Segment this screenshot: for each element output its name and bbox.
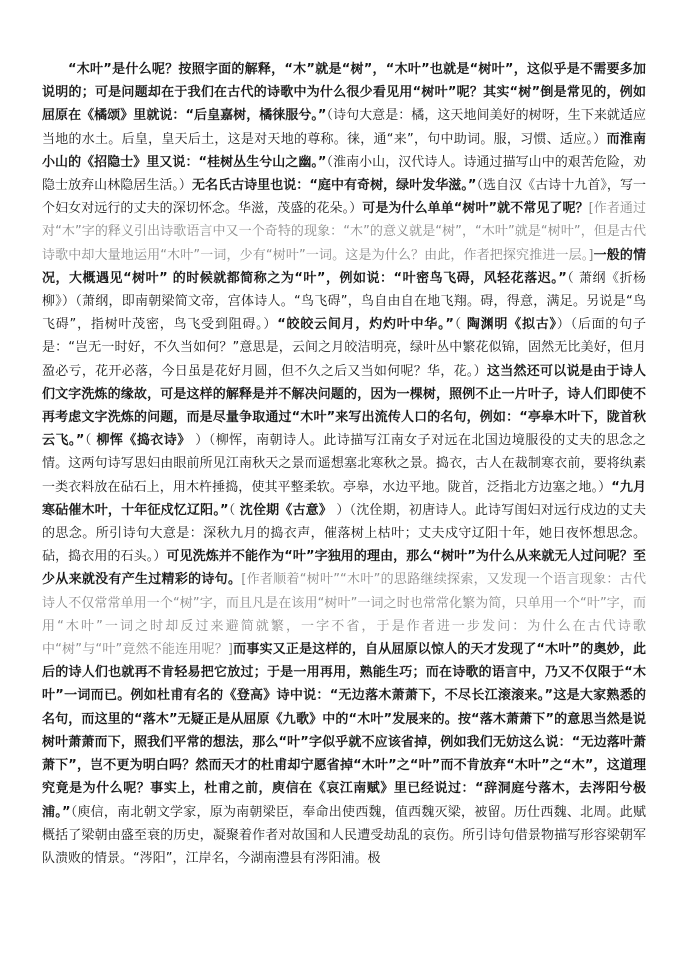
bold-text-run: 陶渊明《拟古》 <box>466 317 557 333</box>
annotation-text-run: （庾信，南北朝文学家，原为南朝梁臣，奉命出使西魏，值西魏灭梁，被留。历仕西魏、北周。此赋概括了梁朝由盛至衰的历史，凝聚着作者对故国和人民遭受劫乱的哀伤。所引诗句借景物描写形容梁朝军队溃败的情景。“涔阳”，江岸名，今湖南澧县有涔阳浦。极 <box>42 804 646 866</box>
bold-text-run: “皎皎云间月，灼灼叶中华。” <box>277 317 454 333</box>
bold-text-run: 而事实又正是这样的，自从屈原以惊人的天才发现了“木叶”的奥妙，此后的诗人们也就再不肯轻易把它放过；于是一用再用，熟能生巧；而在诗歌的语言中，乃又不仅限于“木叶”一词而已。例如杜甫有名的《登高》诗中说：“无边落木萧萧下，不尽长江滚滚来。”这是大家熟悉的名句，而这里的“落木”无疑正是从屈原《九歌》中的“木叶”发展来的。按“落木萧萧下”的意思当然是说树叶萧萧而下，照我们平常的想法，那么“叶”字似乎就不应该省掉，例如我们无妨这么说：“无边落叶萧萧下”，岂不更为明白吗？然而天才的杜甫却宁愿省掉“木叶”之“叶”而不肯放弃“木叶”之“木”，这道理究竟是为什么呢？事实上，杜甫之前，庾信在《哀江南赋》里已经说过：“辞洞庭兮落木，去涔阳兮极浦。” <box>42 642 646 820</box>
bold-text-run: 沈佺期《古意》 <box>239 502 333 518</box>
annotation-text-run: （ <box>84 433 97 449</box>
bold-text-run: 无名氏古诗里也说：“庭中有奇树，绿叶发华滋。” <box>191 178 477 194</box>
annotation-text-run: （ <box>228 502 240 518</box>
annotation-text-run: （淮南小山，汉代诗人。诗通过描写山中的艰苦危险，劝隐士放弃山林隐居生活。） <box>42 154 646 194</box>
bold-text-run: 这当然还可以说是由于诗人们文字洗炼的缘故，可是这样的解释是并不解决问题的，因为一棵树，照例不止一片叶子，诗人们即使不再考虑文字洗炼的问题，而是尽量争取通过“木叶”来写出流传人口的名句，例如：“亭皋木叶下，陇首秋云飞。” <box>42 363 646 449</box>
article-body <box>42 58 646 870</box>
bold-text-run: 柳恽《捣衣诗》 <box>96 433 191 449</box>
annotation-text-run: ）（后面的句子是：“岂无一时好，不久当如何？”意思是，云间之月皎洁明亮，绿叶丛中繁花似锦，固然无比美好，但月盈必亏，花开必落，今日虽是花好月圆，但不久之后又当如何呢？华，花。） <box>42 317 646 379</box>
bold-text-run: “木叶”是什么呢？按照字面的解释，“木”就是“树”，“木叶”也就是“树叶”，这似乎是不需要多加说明的；可是问题却在于我们在古代的诗歌中为什么很少看见用“树叶”呢？其实“树”倒是常见的，例如屈原在《橘颂》里就说：“后皇嘉树，橘徕服兮。” <box>42 62 646 124</box>
editor-note-run: [作者顺着“树叶”“木叶”的思路继续探索，又发现一个语言现象：古代诗人不仅常常单用一个“树”字，而且凡是在该用“树叶”一词之时也常常化繁为简，只单用一个“叶”字，而用“木叶”一词之时却反过来避简就繁，一字不省，于是作者进一步发问：为什么在古代诗歌中“树”与“叶”竟然不能连用呢？] <box>42 572 646 658</box>
editor-note-run: [作者通过对“木”字的释义引出诗歌语言中又一个奇特的现象：“木”的意义就是“树”，“木叶”就是“树叶”，但是古代诗歌中却大量地运用“木叶”一词，少有“树叶”一词。这是为什么？由此，作者把探究推进一层。] <box>42 201 646 263</box>
annotation-text-run: （ 萧纲《折杨柳》）（萧纲，即南朝梁简文帝，宫体诗人。“鸟飞碍”，鸟自由自在地飞翔。碍，得意，满足。另说是“鸟飞碍”，指树叶茂密，鸟飞受到阻碍。） <box>42 270 646 333</box>
annotation-text-run: ）（沈佺期，初唐诗人。此诗写闺妇对远行戍边的丈夫的思念。所引诗句大意是：深秋九月的捣衣声，催落树上枯叶；丈夫戍守辽阳十年，她日夜怀想思念。砧，捣衣用的石头。） <box>42 502 646 565</box>
annotation-text-run: （诗句大意是：橘，这天地间美好的树呀，生下来就适应当地的水土。后皇，皇天后土，这是对天地的尊称。徕，通“来”，句中助词。服，习惯、适应。） <box>42 108 646 147</box>
annotation-text-run: ）（柳恽，南朝诗人。此诗描写江南女子对远在北国边境服役的丈夫的思念之情。这两句诗写思妇由眼前所见江南秋天之景而遥想塞北寒秋之景。捣衣，古人在裁制寒衣前，要将纨素一类衣料放在砧石上，用木杵捶捣，使其平整柔软。亭皋，水边平地。陇首，泛指北方边塞之地。） <box>42 433 646 495</box>
annotation-text-run: （ <box>453 317 467 333</box>
bold-text-run: 可见洗炼并不能作为“叶”字独用的理由，那么“树叶”为什么从来就无人过问呢？至少从来就没有产生过精彩的诗句。 <box>42 549 646 588</box>
bold-text-run: 可是为什么单单“树叶”就不常见了呢？ <box>362 201 589 217</box>
annotation-text-run: （选自汉《古诗十九首》，写一个妇女对远行的丈夫的深切怀念。华滋，茂盛的花朵。） <box>42 178 646 217</box>
bold-text-run: “九月寒砧催木叶，十年征戍忆辽阳。” <box>42 479 646 518</box>
bold-text-run: 而淮南小山的《招隐士》里又说：“桂树丛生兮山之幽。” <box>42 131 646 170</box>
bold-text-run: 一般的情况，大概遇见“树叶” 的时候就都简称之为“叶”，例如说：“叶密鸟飞碍，风轻花落迟。” <box>42 247 646 286</box>
